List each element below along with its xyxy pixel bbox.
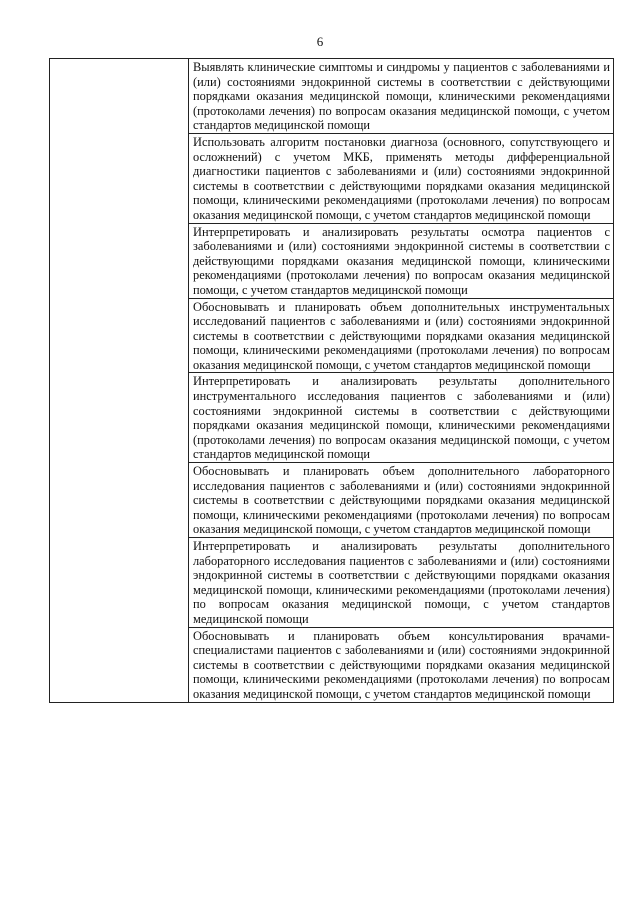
cell-text: Обосновывать и планировать объем консультирования врачами-специалистами пациентов с заболеваниями и (или) состояниями эндокринной системы в соответствии с действующими порядками оказания медицинской помощи, клиническими рекомендациями (протоколами лечения) по вопросам оказания медицинской помощи, с учетом стандартов медицинской помощи: [193, 628, 610, 701]
table-cell: [189, 373, 614, 463]
table-cell: [189, 223, 614, 298]
cell-text: Интерпретировать и анализировать результаты осмотра пациентов с заболеваниями и (или) состояниями эндокринной системы в соответствии с действующими порядками оказания медицинской помощи, клиническими рекомендациями (протоколами лечения) по вопросам оказания медицинской помощи, с учетом стандартов медицинской помощи: [193, 224, 610, 297]
cell-text: Выявлять клинические симптомы и синдромы у пациентов с заболеваниями и (или) состояниями эндокринной системы в соответствии с действующими порядками оказания медицинской помощи, клиническими рекомендациями (протоколами лечения) по вопросам оказания медицинской помощи, с учетом стандартов медицинской помощи: [193, 60, 610, 133]
table-cell: [189, 463, 614, 538]
cell-text: Обосновывать и планировать объем дополнительных инструментальных исследований пациентов с заболеваниями и (или) состояниями эндокринной системы в соответствии с действующими порядками оказания медицинской помощи, клиническими рекомендациями (протоколами лечения) по вопросам оказания медицинской помощи, с учетом стандартов медицинской помощи: [193, 299, 610, 372]
table-cell: [189, 133, 614, 223]
skills-table: [49, 58, 614, 703]
page-number: 6: [316, 34, 324, 49]
left-column-cell: [50, 59, 189, 703]
cell-text: Обосновывать и планировать объем дополнительного лабораторного исследования пациентов с заболеваниями и (или) состояниями эндокринной системы в соответствии с действующими порядками оказания медицинской помощи, клиническими рекомендациями (протоколами лечения) по вопросам оказания медицинской помощи, с учетом стандартов медицинской помощи: [193, 464, 610, 537]
table-cell: [189, 298, 614, 373]
table-cell: [189, 627, 614, 702]
cell-text: Интерпретировать и анализировать результаты дополнительного лабораторного исследования пациентов с заболеваниями и (или) состояниями эндокринной системы в соответствии с действующими порядками оказания медицинской помощи, клиническими рекомендациями (протоколами лечения) по вопросам оказания медицинской помощи, с учетом стандартов медицинской помощи: [193, 539, 610, 626]
table-cell: [189, 59, 614, 134]
cell-text: Использовать алгоритм постановки диагноза (основного, сопутствующего и осложнений) с учетом МКБ, применять методы дифференциальной диагностики пациентов с заболеваниями и (или) состояниями эндокринной системы в соответствии с действующими порядками оказания медицинской помощи, клиническими рекомендациями (протоколами лечения) по вопросам оказания медицинской помощи, с учетом стандартов медицинской помощи: [193, 134, 610, 222]
table-cell: [189, 538, 614, 628]
table-row: [50, 59, 614, 134]
cell-text: Интерпретировать и анализировать результаты дополнительного инструментального исследования пациентов с заболеваниями и (или) состояниями эндокринной системы в соответствии с действующими порядками оказания медицинской помощи, клиническими рекомендациями (протоколами лечения) по вопросам оказания медицинской помощи, с учетом стандартов медицинской помощи: [193, 374, 610, 462]
